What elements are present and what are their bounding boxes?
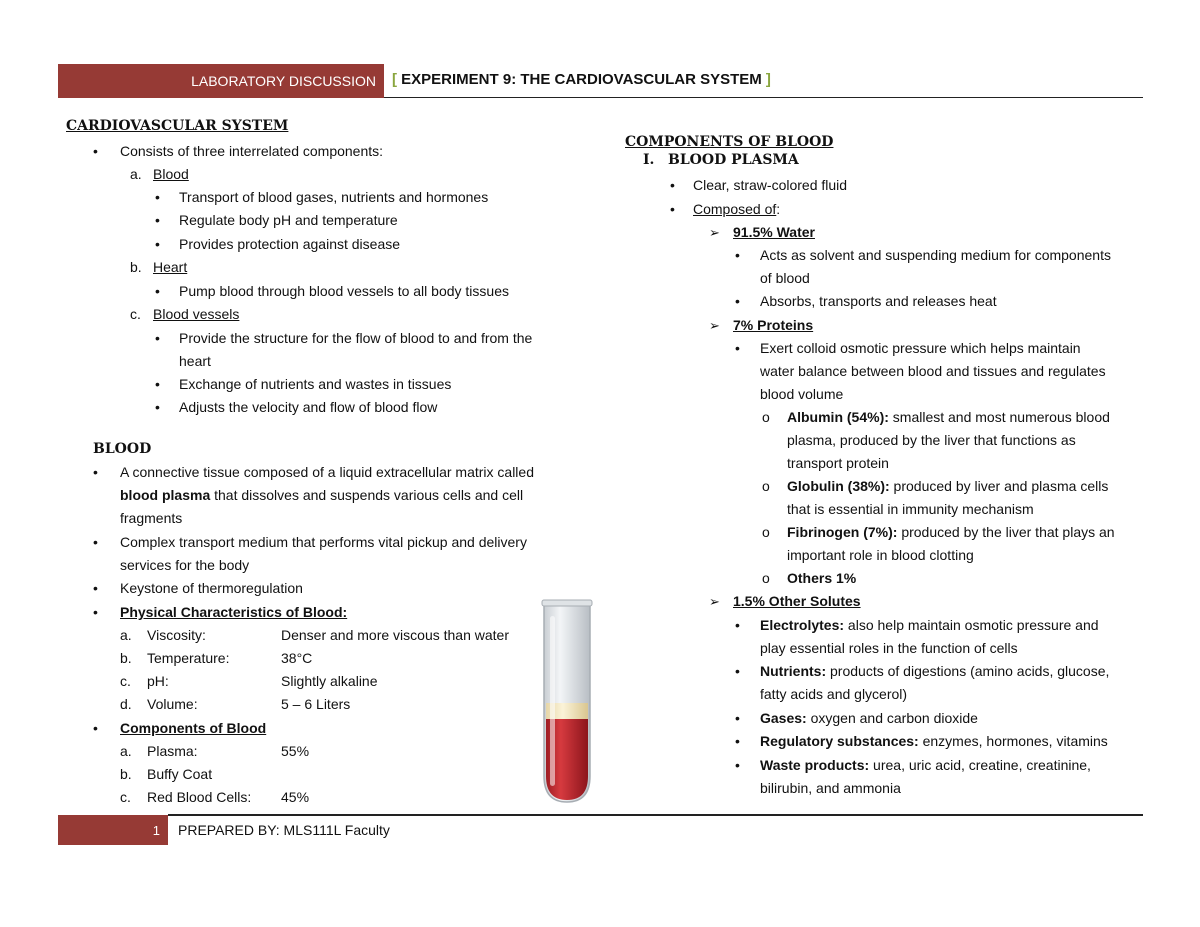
phys-marker: d. [120,696,132,712]
bullet-icon: • [735,663,740,679]
bracket-close: ] [765,71,771,88]
bullet-icon: • [155,376,160,392]
globulin-text: produced by liver and plasma cells [889,478,1109,494]
solutes-heading: 1.5% Other Solutes [733,593,861,609]
comp-value: 45% [281,789,310,805]
plasma-clear: Clear, straw-colored fluid [693,177,848,193]
proteins-item-cont: water balance between blood and tissues and regulates [760,363,1106,379]
vessels-label: Blood vessels [153,306,240,322]
albumin-text: smallest and most numerous blood [888,409,1110,425]
phys-marker: a. [120,627,132,643]
regulatory-item [760,733,1108,750]
globulin-term: Globulin (38%): [787,478,890,494]
water-item-cont: of blood [760,270,810,286]
bullet-icon: • [93,464,98,480]
heart-label: Heart [153,259,188,275]
water-item: Acts as solvent and suspending medium for components [760,247,1111,263]
keystone-text: Keystone of thermoregulation [120,580,303,596]
blood-marker: a. [130,166,142,182]
footer-page-bar [58,815,168,845]
albumin-cont: plasma, produced by the liver that functions as [787,432,1076,448]
fibrinogen-cont: important role in blood clotting [787,547,974,563]
cv-intro: Consists of three interrelated components: [120,143,384,159]
header-title-text: EXPERIMENT 9: THE CARDIOVASCULAR SYSTEM [397,71,766,88]
waste-text: urea, uric acid, creatine, creatinine, [869,757,1091,773]
header-label-bar [58,64,384,98]
cv-heading: CARDIOVASCULAR SYSTEM [66,118,289,134]
composed-of-label: Composed of [693,201,777,217]
circle-bullet-icon: o [762,409,770,425]
composed-colon: : [776,201,781,217]
albumin-item [787,409,1110,426]
albumin-cont: transport protein [787,455,889,471]
heart-marker: b. [130,259,142,275]
arrow-icon: ➢ [709,318,720,333]
bullet-icon: • [155,212,160,228]
nutrients-cont: fatty acids and glycerol) [760,686,908,702]
vessels-item-cont: heart [179,353,211,369]
bullet-icon: • [735,617,740,633]
bullet-icon: • [670,177,675,193]
components-heading: COMPONENTS OF BLOOD [625,134,834,150]
footer-rule [168,814,1143,816]
proteins-item: Exert colloid osmotic pressure which helps maintain [760,340,1081,356]
albumin-term: Albumin (54%): [787,409,889,425]
bullet-icon: • [155,330,160,346]
bullet-icon: • [93,720,98,736]
fibrinogen-term: Fibrinogen (7%): [787,524,898,540]
bullet-icon: • [155,189,160,205]
phys-key: Volume: [147,696,198,712]
bullet-icon: • [93,580,98,596]
electrolytes-term: Electrolytes: [760,617,845,633]
water-heading: 91.5% Water [733,224,815,240]
bullet-icon: • [735,340,740,356]
plasma-marker: I. [643,152,655,168]
blood-item: Provides protection against disease [179,236,401,252]
circle-bullet-icon: o [762,478,770,494]
bullet-icon: • [735,293,740,309]
bullet-icon: • [155,283,160,299]
bracket-open: [ [392,71,397,88]
vessels-item: Provide the structure for the flow of blood to and from the [179,330,533,346]
comp-marker: a. [120,743,132,759]
regulatory-text: enzymes, hormones, vitamins [918,733,1108,749]
header-rule [384,97,1143,98]
heart-item: Pump blood through blood vessels to all body tissues [179,283,509,299]
comp-marker: c. [120,789,131,805]
header-label: LABORATORY DISCUSSION [191,73,376,89]
globulin-item [787,478,1108,495]
transport-text-cont: services for the body [120,557,250,573]
blood-def-cont [120,487,523,504]
water-item: Absorbs, transports and releases heat [760,293,997,309]
circle-bullet-icon: o [762,524,770,540]
comp-marker: b. [120,766,132,782]
bullet-icon: • [735,733,740,749]
bullet-icon: • [735,247,740,263]
arrow-icon: ➢ [709,225,720,240]
regulatory-term: Regulatory substances: [760,733,919,749]
others-item: Others 1% [787,570,857,586]
vessels-item: Adjusts the velocity and flow of blood flow [179,399,438,415]
bullet-icon: • [93,604,98,620]
comp-key: Plasma: [147,743,198,759]
phys-marker: b. [120,650,132,666]
vessels-marker: c. [130,306,141,322]
phys-value: Denser and more viscous than water [281,627,509,643]
phys-heading: Physical Characteristics of Blood: [120,604,348,620]
waste-cont: bilirubin, and ammonia [760,780,901,796]
globulin-cont: that is essential in immunity mechanism [787,501,1034,517]
transport-text: Complex transport medium that performs vital pickup and delivery [120,534,527,550]
nutrients-term: Nutrients: [760,663,827,679]
prepared-by: PREPARED BY: MLS111L Faculty [178,822,390,838]
gases-item [760,710,978,727]
comp-key: Red Blood Cells: [147,789,252,805]
bullet-icon: • [670,201,675,217]
phys-value: 5 – 6 Liters [281,696,351,712]
blood-plasma-term: blood plasma [120,487,211,503]
bullet-icon: • [155,399,160,415]
blood-label: Blood [153,166,189,182]
comp-heading: Components of Blood [120,720,267,736]
vessels-item: Exchange of nutrients and wastes in tissues [179,376,452,392]
waste-term: Waste products: [760,757,870,773]
waste-item [760,757,1091,774]
plasma-heading: BLOOD PLASMA [668,152,799,168]
blood-def-text: that dissolves and suspends various cells and cell [210,487,524,503]
bullet-icon: • [735,757,740,773]
arrow-icon: ➢ [709,594,720,609]
comp-key: Buffy Coat [147,766,213,782]
nutrients-item [760,663,1109,680]
phys-key: Temperature: [147,650,230,666]
header-title [392,71,771,88]
gases-text: oxygen and carbon dioxide [806,710,978,726]
page-number: 1 [152,822,160,838]
blood-item: Transport of blood gases, nutrients and hormones [179,189,489,205]
phys-key: Viscosity: [147,627,206,643]
phys-value: 38°C [281,650,313,666]
bullet-icon: • [93,143,98,159]
blood-item: Regulate body pH and temperature [179,212,398,228]
fibrinogen-item [787,524,1115,541]
composed-of [693,201,780,218]
electrolytes-item [760,617,1099,634]
phys-marker: c. [120,673,131,689]
gases-term: Gases: [760,710,807,726]
blood-heading: BLOOD [93,441,152,457]
bullet-icon: • [735,710,740,726]
fibrinogen-text: produced by the liver that plays an [897,524,1115,540]
nutrients-text: products of digestions (amino acids, glucose, [826,663,1110,679]
phys-key: pH: [147,673,169,689]
blood-test-tube-image [538,596,596,806]
bullet-icon: • [93,534,98,550]
blood-def-cont: fragments [120,510,183,526]
electrolytes-text: also help maintain osmotic pressure and [844,617,1099,633]
proteins-heading: 7% Proteins [733,317,814,333]
phys-value: Slightly alkaline [281,673,378,689]
bullet-icon: • [155,236,160,252]
proteins-item-cont: blood volume [760,386,844,402]
comp-value: 55% [281,743,310,759]
electrolytes-cont: play essential roles in the function of cells [760,640,1018,656]
blood-def: A connective tissue composed of a liquid extracellular matrix called [120,464,534,480]
circle-bullet-icon: o [762,570,770,586]
